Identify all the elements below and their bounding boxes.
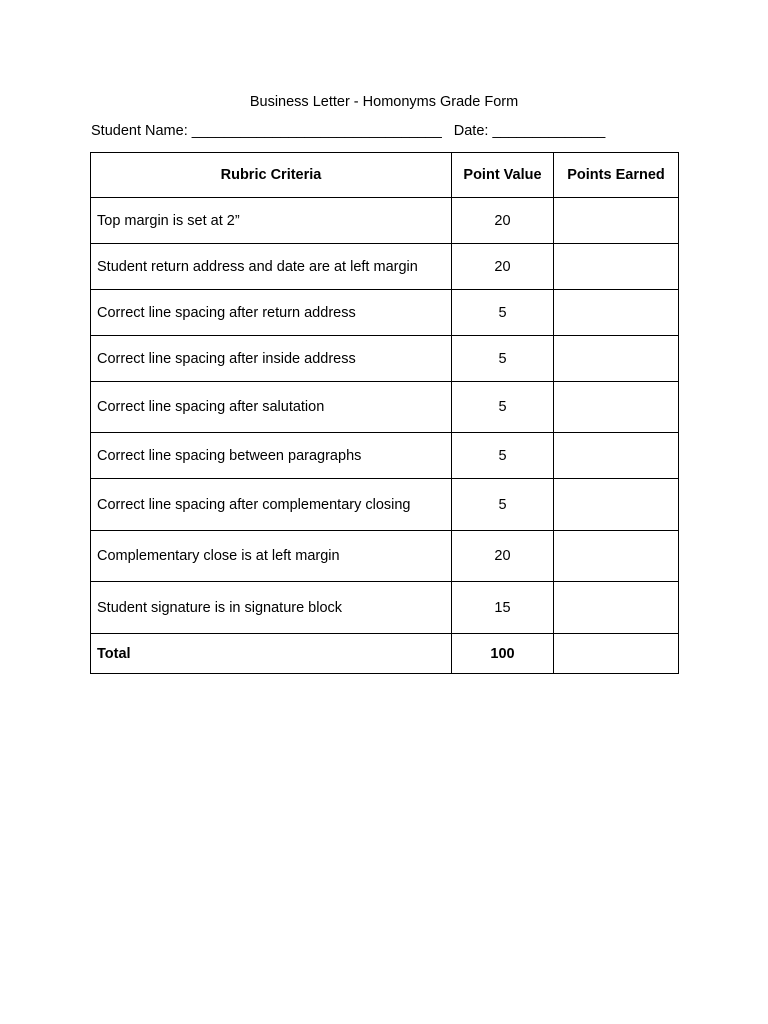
table-row [91, 582, 679, 634]
table-row [91, 382, 679, 433]
point-value-cell: 5 [452, 382, 554, 433]
table-row [91, 479, 679, 531]
table-row [91, 336, 679, 382]
table-row [91, 433, 679, 479]
header-point-value: Point Value [452, 153, 554, 198]
table-header-row [91, 153, 679, 198]
points-earned-cell[interactable] [554, 198, 679, 244]
point-value-cell: 5 [452, 433, 554, 479]
total-points: 100 [452, 634, 554, 674]
points-earned-cell[interactable] [554, 479, 679, 531]
student-name-label: Student Name: [91, 123, 188, 139]
total-label: Total [91, 634, 452, 674]
total-earned-cell[interactable] [554, 634, 679, 674]
criteria-cell: Student signature is in signature block [91, 582, 452, 634]
criteria-cell: Correct line spacing after complementary closing [91, 479, 452, 531]
table-row [91, 290, 679, 336]
points-earned-cell[interactable] [554, 582, 679, 634]
point-value-cell: 5 [452, 290, 554, 336]
points-earned-cell[interactable] [554, 433, 679, 479]
points-earned-cell[interactable] [554, 531, 679, 582]
table-row [91, 531, 679, 582]
rubric-table [90, 152, 679, 674]
criteria-cell: Top margin is set at 2” [91, 198, 452, 244]
student-name-field[interactable]: _______________________________ [191, 123, 442, 139]
points-earned-cell[interactable] [554, 290, 679, 336]
point-value-cell: 5 [452, 479, 554, 531]
point-value-cell: 5 [452, 336, 554, 382]
criteria-cell: Complementary close is at left margin [91, 531, 452, 582]
date-label: Date: [453, 123, 489, 139]
criteria-cell: Correct line spacing after salutation [91, 382, 452, 433]
student-info-line [91, 122, 605, 140]
points-earned-cell[interactable] [554, 336, 679, 382]
point-value-cell: 15 [452, 582, 554, 634]
document-title: Business Letter - Homonyms Grade Form [249, 94, 519, 110]
table-row [91, 198, 679, 244]
points-earned-cell[interactable] [554, 244, 679, 290]
point-value-cell: 20 [452, 244, 554, 290]
table-row [91, 244, 679, 290]
point-value-cell: 20 [452, 198, 554, 244]
header-points-earned: Points Earned [554, 153, 679, 198]
criteria-cell: Correct line spacing after return address [91, 290, 452, 336]
header-rubric-criteria: Rubric Criteria [91, 153, 452, 198]
points-earned-cell[interactable] [554, 382, 679, 433]
date-field[interactable]: ______________ [492, 123, 606, 139]
point-value-cell: 20 [452, 531, 554, 582]
criteria-cell: Correct line spacing after inside address [91, 336, 452, 382]
criteria-cell: Student return address and date are at left margin [91, 244, 452, 290]
total-row [91, 634, 679, 674]
criteria-cell: Correct line spacing between paragraphs [91, 433, 452, 479]
